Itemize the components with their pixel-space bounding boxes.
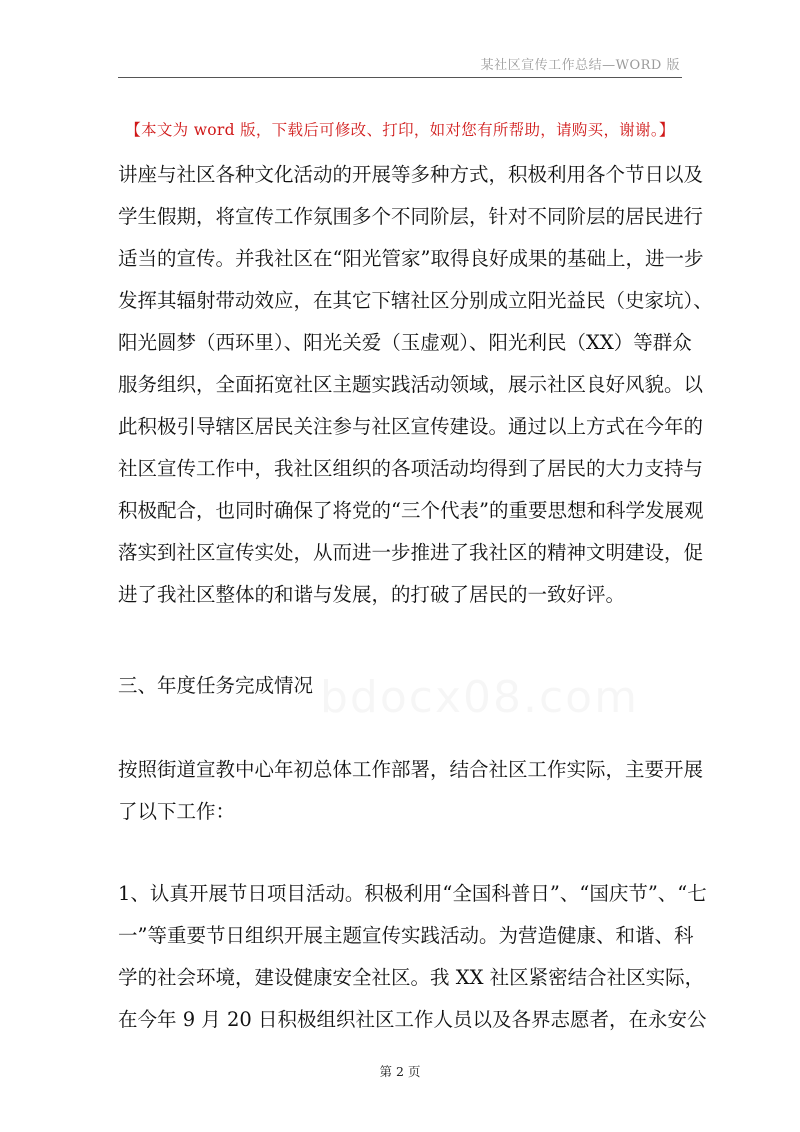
paragraph-line: 发挥其辐射带动效应，在其它下辖社区分别成立阳光益民（史家坑）、	[118, 289, 713, 312]
paragraph-line: 按照街道宣教中心年初总体工作部署，结合社区工作实际，主要开展	[118, 758, 704, 781]
section-heading-block	[118, 665, 684, 707]
purchase-notice: 【本文为 word 版，下载后可修改、打印，如对您有所帮助，请购买，谢谢。】	[125, 121, 675, 139]
document-header-title: 某社区宣传工作总结—WORD 版	[480, 58, 680, 73]
paragraph-line: 了以下工作：	[118, 800, 236, 823]
paragraph-line: 1、认真开展节日项目活动。积极利用“全国科普日”、“国庆节”、“七	[118, 882, 707, 905]
paragraph-line: 适当的宣传。并我社区在“阳光管家”取得良好成果的基础上，进一步	[118, 247, 704, 270]
paragraph-3	[118, 873, 707, 1041]
paragraph-line: 积极配合，也同时确保了将党的“三个代表”的重要思想和科学发展观	[118, 499, 704, 522]
paragraph-line: 学生假期，将宣传工作氛围多个不同阶层，针对不同阶层的居民进行	[118, 205, 704, 228]
paragraph-2	[118, 749, 704, 833]
paragraph-line: 阳光圆梦（西环里）、阳光关爱（玉虚观）、阳光利民（XX）等群众	[118, 331, 692, 354]
page-number: 第 2 页	[379, 1064, 421, 1079]
paragraph-line: 讲座与社区各种文化活动的开展等多种方式，积极利用各个节日以及	[118, 163, 704, 186]
paragraph-line: 在今年 9 月 20 日积极组织社区工作人员以及各界志愿者，在永安公	[118, 1008, 707, 1031]
paragraph-line: 社区宣传工作中，我社区组织的各项活动均得到了居民的大力支持与	[118, 457, 704, 480]
paragraph-1	[118, 154, 713, 616]
header-divider	[118, 77, 682, 78]
paragraph-line: 一”等重要节日组织开展主题宣传实践活动。为营造健康、和谐、科	[118, 924, 694, 947]
paragraph-line: 服务组织，全面拓宽社区主题实践活动领域，展示社区良好风貌。以	[118, 373, 704, 396]
paragraph-line: 落实到社区宣传实处，从而进一步推进了我社区的精神文明建设，促	[118, 541, 704, 564]
paragraph-line: 进了我社区整体的和谐与发展，的打破了居民的一致好评。	[118, 583, 626, 606]
paragraph-line: 学的社会环境，建设健康安全社区。我 XX 社区紧密结合社区实际，	[118, 966, 705, 989]
paragraph-line: 此积极引导辖区居民关注参与社区宣传建设。通过以上方式在今年的	[118, 415, 704, 438]
section-heading: 三、年度任务完成情况	[118, 674, 314, 697]
